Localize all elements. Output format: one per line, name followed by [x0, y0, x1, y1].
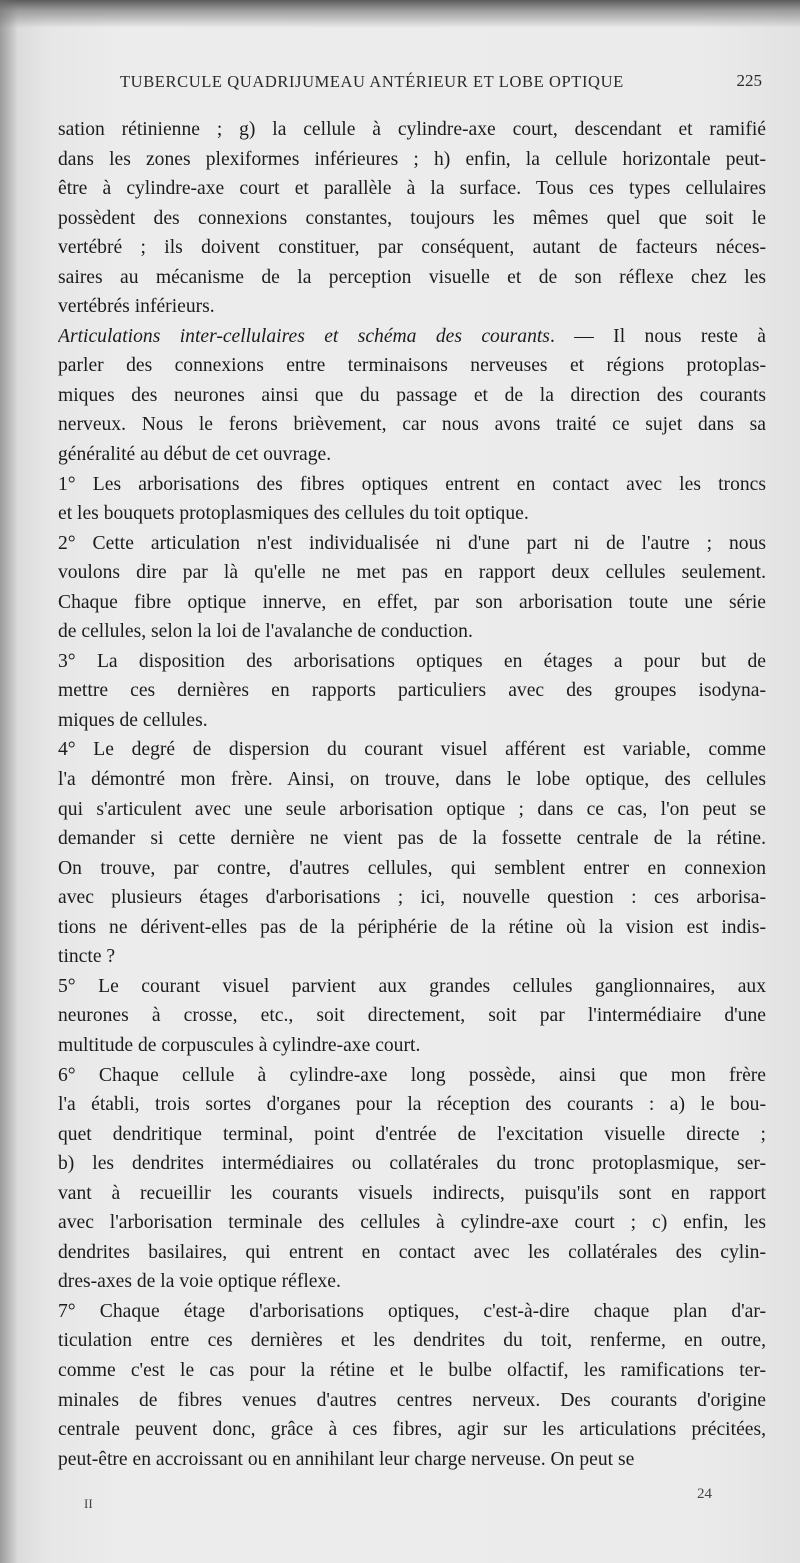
- text-line: 7° Chaque étage d'arborisations optiques, c'est-à-dire chaque plan d'ar-: [58, 1300, 766, 1322]
- text-line: parler des connexions entre terminaisons nerveuses et régions protoplas-: [58, 355, 766, 377]
- text-line: mettre ces dernières en rapports particuliers avec des groupes isodyna-: [58, 680, 766, 702]
- text-line: saires au mécanisme de la perception visuelle et de son réflexe chez les: [58, 266, 766, 288]
- text-line: miques des neurones ainsi que du passage et de la direction des courants: [58, 384, 766, 406]
- text-line: Chaque fibre optique innerve, en effet, par son arborisation toute une série: [58, 591, 766, 613]
- text-line: voulons dire par là qu'elle ne met pas en rapport deux cellules seulement.: [58, 562, 766, 584]
- text-line: l'a établi, trois sortes d'organes pour la réception des courants : a) le bou-: [58, 1094, 766, 1116]
- text-line: avec l'arborisation terminale des cellules à cylindre-axe court ; c) enfin, les: [58, 1212, 766, 1234]
- text-line: sation rétinienne ; g) la cellule à cylindre-axe court, descendant et ramifié: [58, 119, 766, 140]
- text-line: tincte ?: [58, 946, 116, 968]
- signature-number: 24: [697, 1486, 712, 1502]
- section-heading: Articulations inter-cellulaires et schéma des courants: [58, 325, 550, 347]
- signature-mark: II: [84, 1496, 93, 1511]
- text-line: quet dendritique terminal, point d'entrée de l'excitation visuelle directe ;: [58, 1123, 766, 1145]
- text-line: On trouve, par contre, d'autres cellules, qui semblent entrer en connexion: [58, 857, 766, 879]
- text-line: comme c'est le cas pour la rétine et le bulbe olfactif, les ramifications ter-: [58, 1359, 766, 1381]
- text-line: peut-être en accroissant ou en annihilant leur charge nerveuse. On peut se: [58, 1448, 635, 1470]
- running-title: TUBERCULE QUADRIJUMEAU ANTÉRIEUR ET LOBE OPTIQUE: [120, 72, 624, 91]
- text-line: 3° La disposition des arborisations optiques en étages a pour but de: [58, 650, 766, 672]
- text-line: vertébrés inférieurs.: [58, 296, 215, 318]
- text-line: Articulations inter-cellulaires et schéma des courants. — Il nous reste à: [58, 325, 766, 347]
- text-line: l'a démontré mon frère. Ainsi, on trouve, dans le lobe optique, des cellules: [58, 769, 766, 791]
- text-line: 1° Les arborisations des fibres optiques entrent en contact avec les troncs: [58, 473, 766, 495]
- text-line: neurones à crosse, etc., soit directement, soit par l'intermédiaire d'une: [58, 1005, 766, 1027]
- text-line: miques de cellules.: [58, 709, 208, 731]
- text-line: vertébré ; ils doivent constituer, par conséquent, autant de facteurs néces-: [58, 237, 766, 259]
- scan-gutter-shadow: [0, 0, 18, 1563]
- text-line: qui s'articulent avec une seule arborisation optique ; dans ce cas, l'on peut se: [58, 798, 766, 820]
- page-footer: [0, 1478, 800, 1518]
- text-line: nerveux. Nous le ferons brièvement, car nous avons traité ce sujet dans sa: [58, 414, 766, 436]
- text-line: avec plusieurs étages d'arborisations ; ici, nouvelle question : ces arborisa-: [58, 887, 766, 909]
- scan-top-shadow: [0, 0, 800, 28]
- text-line: être à cylindre-axe court et parallèle à la surface. Tous ces types cellulaires: [58, 178, 766, 200]
- text-line: centrale peuvent donc, grâce à ces fibres, agir sur les articulations précitées,: [58, 1419, 766, 1441]
- text-line: multitude de corpuscules à cylindre-axe court.: [58, 1034, 421, 1056]
- body-text: [58, 115, 766, 1474]
- text-line: b) les dendrites intermédiaires ou collatérales du tronc protoplasmique, ser-: [58, 1153, 766, 1175]
- text-line: généralité au début de cet ouvrage.: [58, 444, 332, 466]
- text-line: possèdent des connexions constantes, toujours les mêmes quel que soit le: [58, 207, 766, 229]
- text-line: vant à recueillir les courants visuels indirects, puisqu'ils sont en rapport: [58, 1182, 766, 1204]
- text-line: ticulation entre ces dernières et les dendrites du toit, renferme, en outre,: [58, 1330, 766, 1352]
- page-header: [0, 68, 800, 98]
- text-line: dendrites basilaires, qui entrent en contact avec les collatérales des cylin-: [58, 1241, 766, 1263]
- text-line: dans les zones plexiformes inférieures ; h) enfin, la cellule horizontale peut-: [58, 148, 766, 170]
- text-line: dres-axes de la voie optique réflexe.: [58, 1271, 341, 1293]
- text-line: minales de fibres venues d'autres centres nerveux. Des courants d'origine: [58, 1389, 766, 1411]
- text-line: 2° Cette articulation n'est individualisée ni d'une part ni de l'autre ; nous: [58, 532, 766, 554]
- text-line: 5° Le courant visuel parvient aux grandes cellules ganglionnaires, aux: [58, 975, 766, 997]
- text-line: demander si cette dernière ne vient pas de la fossette centrale de la rétine.: [58, 828, 766, 850]
- text-line: tions ne dérivent-elles pas de la périphérie de la rétine où la vision est indis-: [58, 916, 766, 938]
- text-line: de cellules, selon la loi de l'avalanche de conduction.: [58, 621, 473, 643]
- text-line: et les bouquets protoplasmiques des cellules du toit optique.: [58, 503, 529, 525]
- page-number: 225: [736, 71, 762, 90]
- text-line: 4° Le degré de dispersion du courant visuel afférent est variable, comme: [58, 739, 766, 761]
- text-line: 6° Chaque cellule à cylindre-axe long possède, ainsi que mon frère: [58, 1064, 766, 1086]
